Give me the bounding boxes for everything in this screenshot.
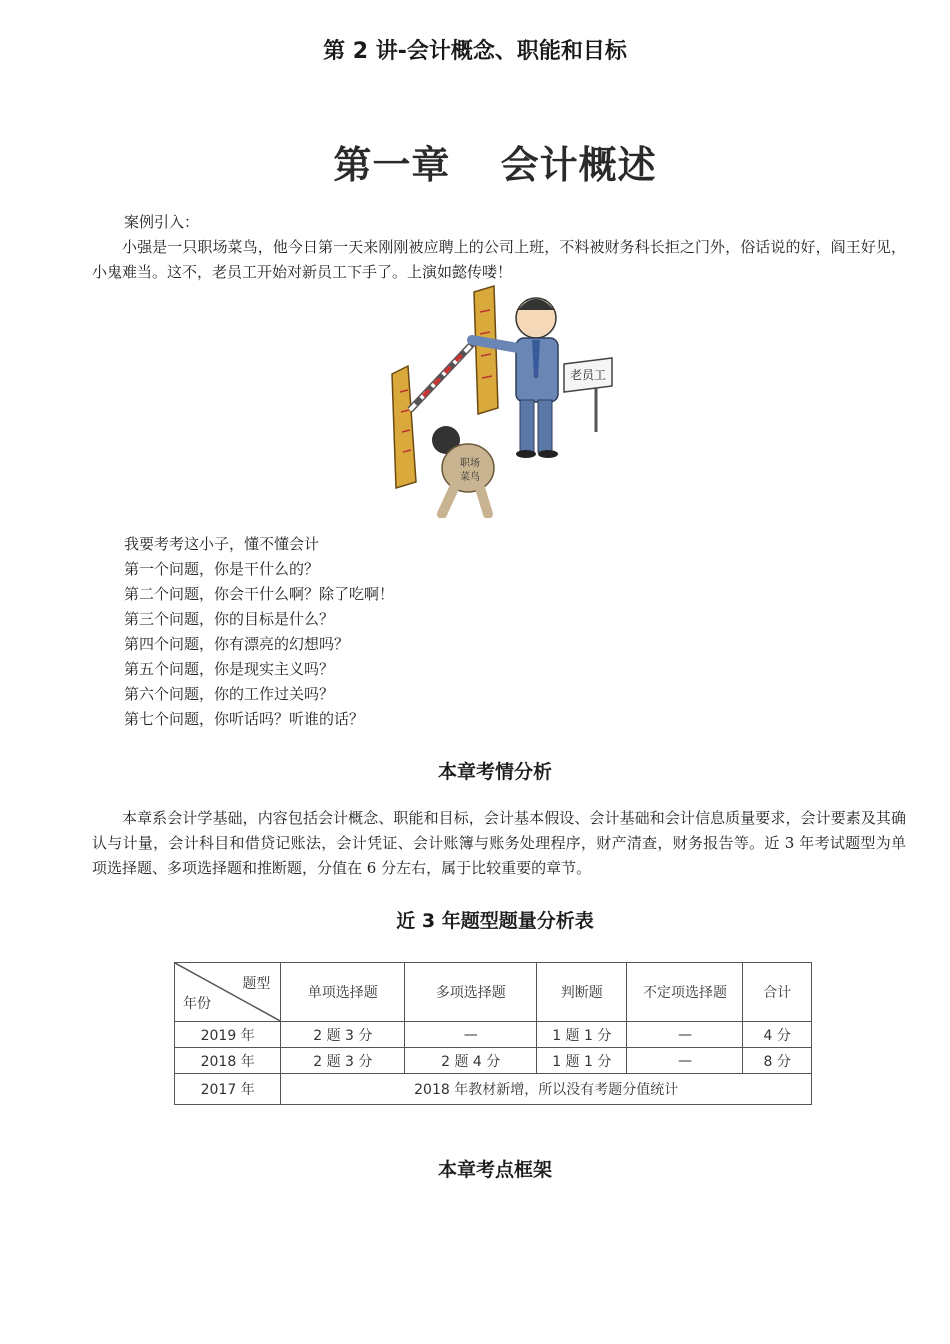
corner-label-year: 年份 — [183, 996, 211, 1012]
year-cell: 2018 年 — [175, 1048, 281, 1074]
year-cell: 2019 年 — [175, 1022, 281, 1048]
table-heading: 近 3 年题型题量分析表 — [396, 910, 594, 932]
table-cell: — — [405, 1022, 537, 1048]
table-row — [175, 1074, 812, 1105]
question-line: 我要考考这小子，懂不懂会计 — [124, 535, 320, 553]
chapter-title: 第一章 会计概述 — [333, 143, 657, 187]
column-header: 判断题 — [537, 963, 627, 1022]
cartoon-illustration — [368, 282, 620, 518]
question-line: 第四个问题，你有漂亮的幻想吗？ — [124, 635, 350, 653]
table-row — [175, 1048, 812, 1074]
case-intro-label: 案例引入： — [124, 213, 200, 231]
table-cell: 1 题 1 分 — [537, 1048, 627, 1074]
table-cell: — — [627, 1022, 743, 1048]
sign-newbie-line1: 职场 — [460, 458, 480, 469]
table-cell: 4 分 — [743, 1022, 812, 1048]
question-line: 第六个问题，你的工作过关吗？ — [124, 685, 335, 703]
case-intro-story: 小强是一只职场菜鸟，他今日第一天来刚刚被应聘上的公司上班，不料被财务科长拒之门外，俗话说的好，阎王好见，小鬼难当。这不，老员工开始对新员工下手了。上演如懿传喽！ — [92, 238, 906, 281]
table-cell: 1 题 1 分 — [537, 1022, 627, 1048]
table-cell: 8 分 — [743, 1048, 812, 1074]
table-cell: 2 题 3 分 — [281, 1048, 405, 1074]
question-line: 第七个问题，你听话吗？听谁的话？ — [124, 710, 365, 728]
question-line: 第一个问题，你是干什么的？ — [124, 560, 320, 578]
question-line: 第二个问题，你会干什么啊？除了吃啊！ — [124, 585, 395, 603]
exam-stats-table — [174, 962, 812, 1105]
column-header: 不定项选择题 — [627, 963, 743, 1022]
column-header: 单项选择题 — [281, 963, 405, 1022]
sign-newbie-line2: 菜鸟 — [460, 472, 480, 483]
column-header: 合计 — [743, 963, 812, 1022]
year-cell: 2017 年 — [175, 1074, 281, 1105]
table-row — [175, 1022, 812, 1048]
analysis-body: 本章系会计学基础，内容包括会计概念、职能和目标，会计基本假设、会计基础和会计信息质量要求，会计要素及其确认与计量，会计科目和借贷记账法，会计凭证、会计账簿与账务处理程序，财产清查，财务报告等。近 3 年考试题型为单项选择题、多项选择题和推断题，分值在 6 分左右，属于比较重要的章节。 — [92, 809, 906, 877]
lecture-title: 第 2 讲-会计概念、职能和目标 — [323, 39, 627, 64]
analysis-heading: 本章考情分析 — [437, 761, 552, 783]
sign-old-staff: 老员工 — [569, 368, 607, 382]
question-line: 第三个问题，你的目标是什么？ — [124, 610, 335, 628]
table-cell: 2 题 3 分 — [281, 1022, 405, 1048]
framework-heading: 本章考点框架 — [437, 1159, 552, 1181]
corner-label-type: 题型 — [242, 976, 271, 992]
note-cell: 2018 年教材新增，所以没有考题分值统计 — [281, 1074, 812, 1105]
table-corner-cell — [175, 963, 281, 1022]
table-cell: — — [627, 1048, 743, 1074]
column-header: 多项选择题 — [405, 963, 537, 1022]
table-cell: 2 题 4 分 — [405, 1048, 537, 1074]
question-line: 第五个问题，你是现实主义吗？ — [124, 660, 335, 678]
